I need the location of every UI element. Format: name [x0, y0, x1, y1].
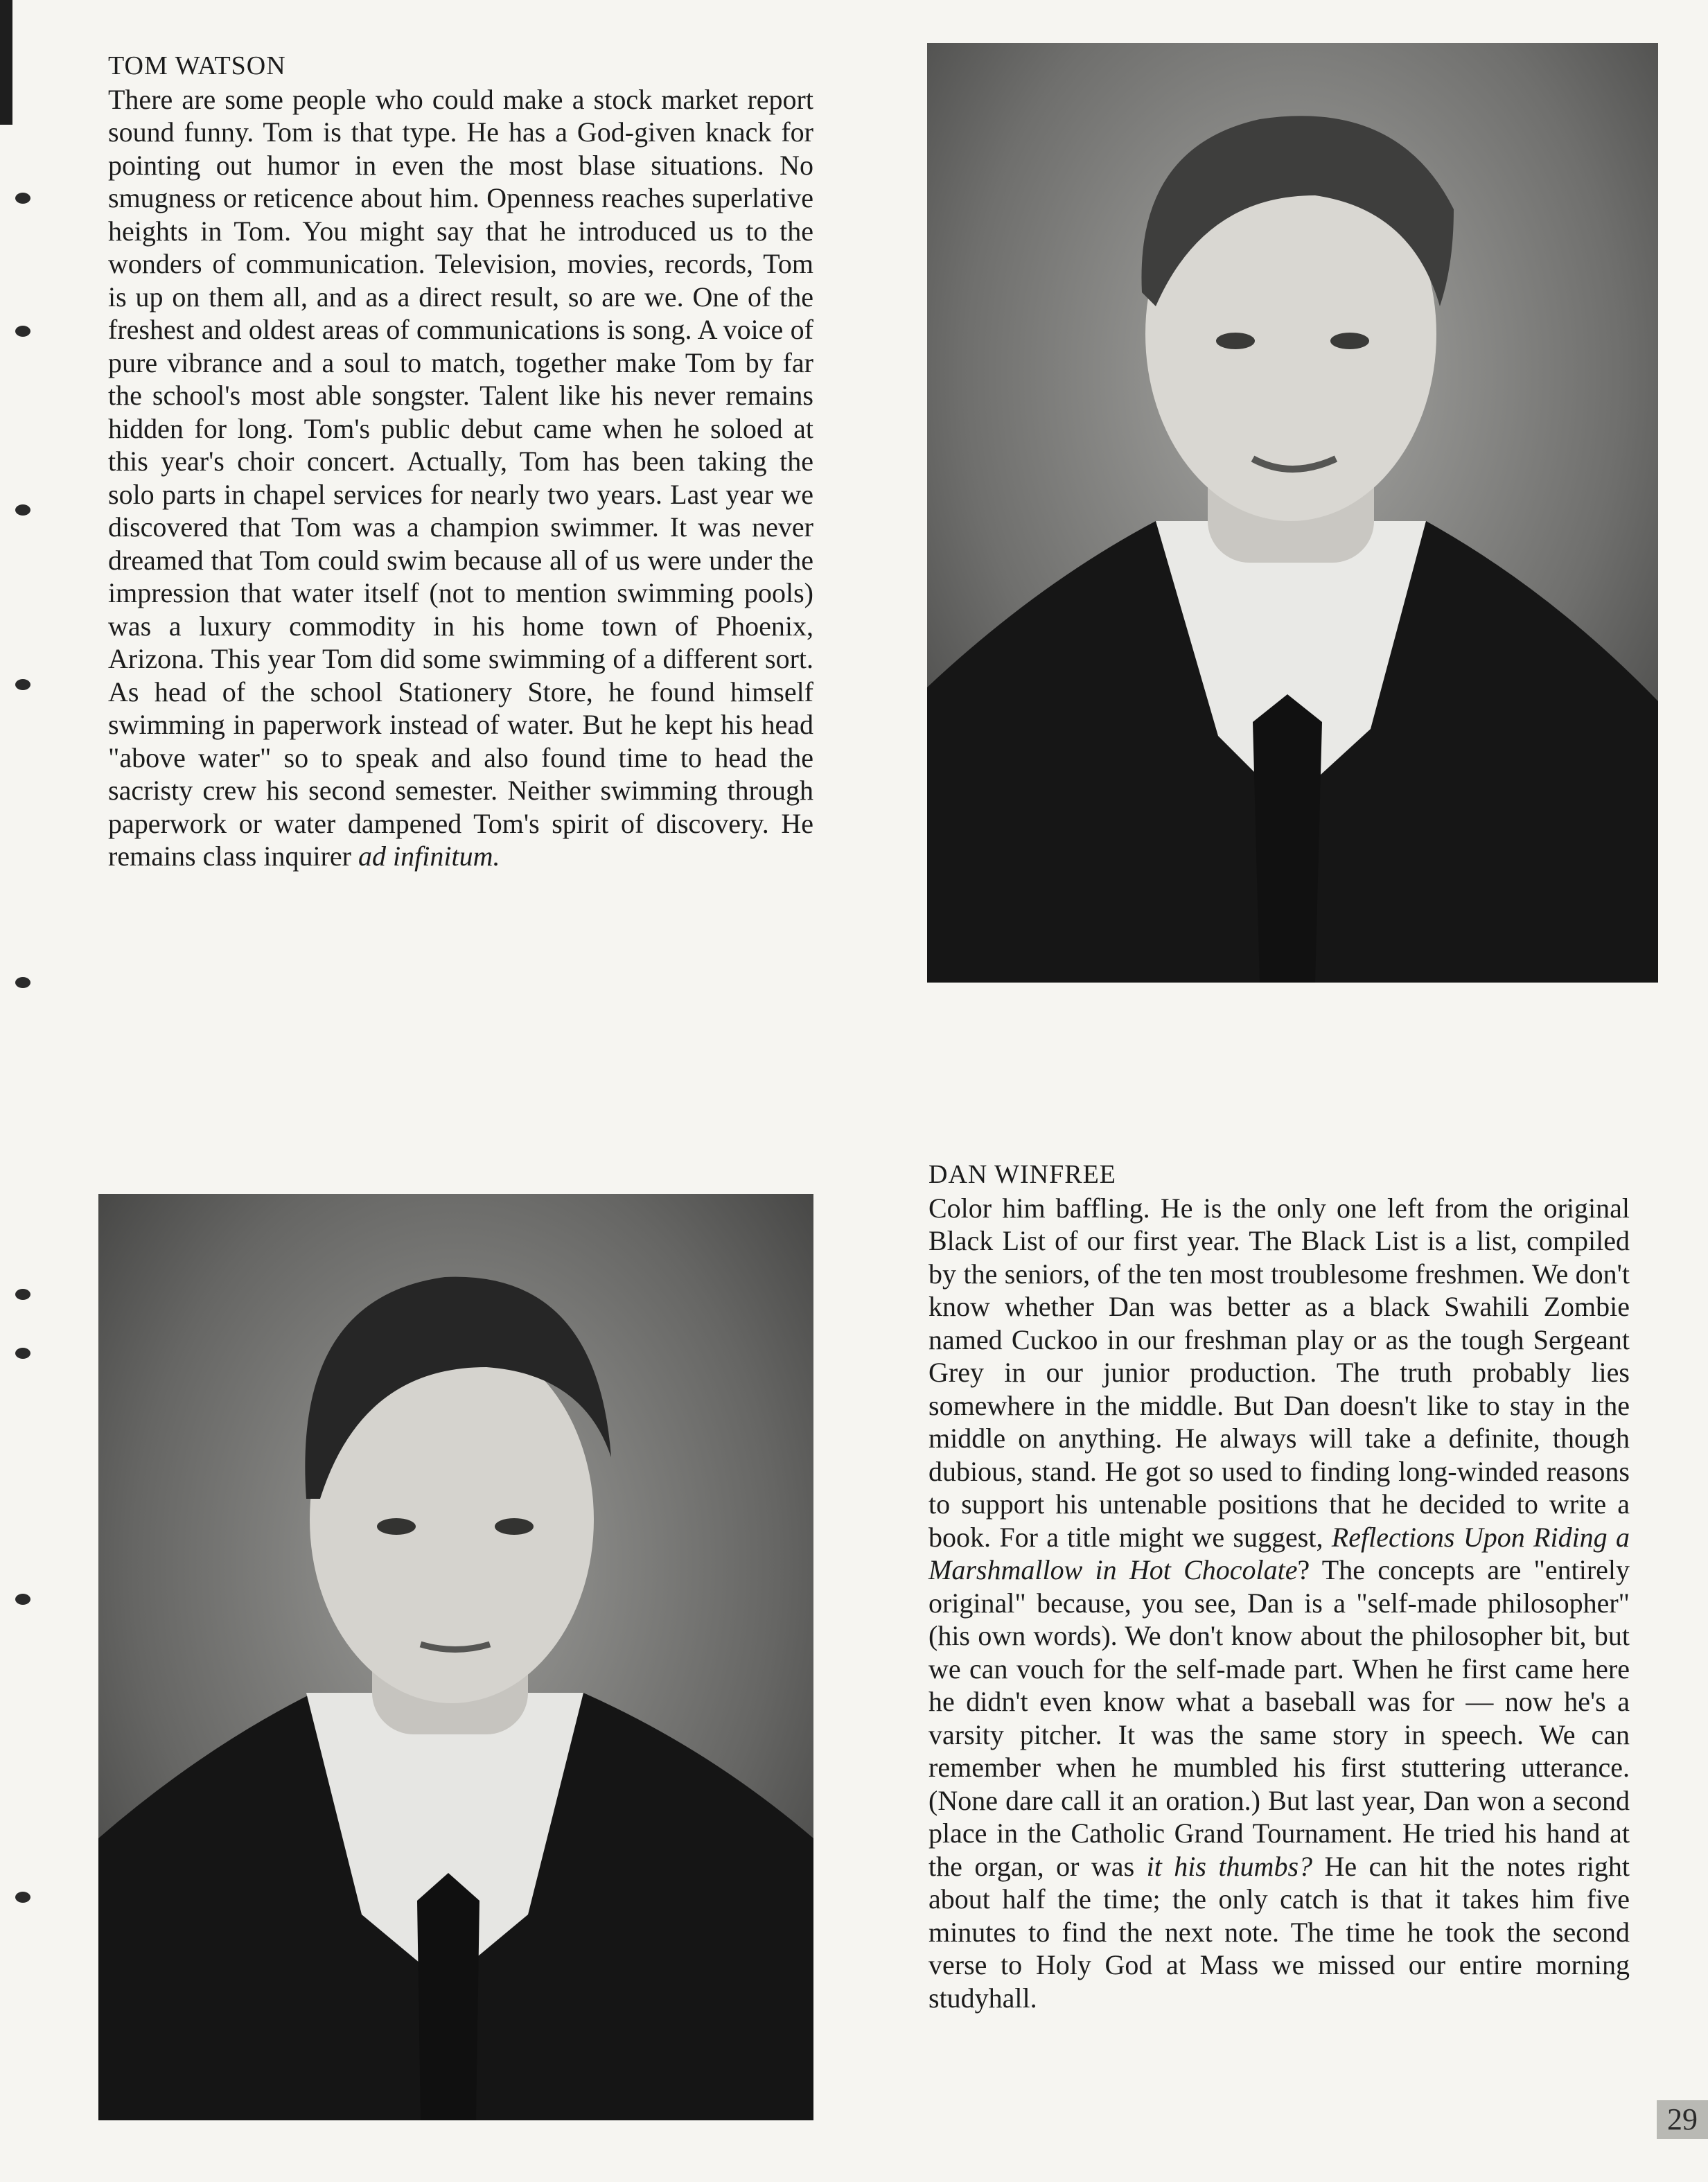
bio-italic-question: it his thumbs?: [1146, 1850, 1313, 1882]
punch-hole: [15, 977, 30, 988]
bio-italic-closing: ad infinitum.: [358, 841, 500, 872]
portrait-photo-dan-winfree: [98, 1194, 813, 2120]
punch-hole: [15, 1348, 30, 1359]
binder-edge: [0, 0, 12, 125]
bio-dan-winfree: [928, 1159, 1630, 2014]
punch-hole: [15, 326, 30, 337]
student-name: TOM WATSON: [108, 51, 286, 80]
student-name: DAN WINFREE: [928, 1160, 1117, 1189]
page-number: 29: [1657, 2100, 1708, 2139]
bio-paragraph: [928, 1192, 1630, 2015]
punch-hole: [15, 1892, 30, 1903]
bio-paragraph: [108, 83, 813, 873]
punch-hole: [15, 1289, 30, 1300]
punch-hole: [15, 504, 30, 516]
bio-text: Color him baffling. He is the only one left from the original Black List of our first year. The Black List is a list, compiled by the seniors, of the ten most troublesome freshmen. We don't know whether Dan was better as a black Swahili Zombie named Cuckoo in our freshman play or as the tough Sergeant Grey in our junior production. The truth probably lies somewhere in the middle. But Dan doesn't like to stay in the middle on anything. He always will take a definite, though dubious, stand. He got so used to finding long-winded reasons to support his untenable positions that he decided to write a book. For a title might we suggest,: [928, 1192, 1630, 1553]
bio-text: There are some people who could make a stock market report sound funny. Tom is that type. He has a God-given knack for pointing out humor in even the most blase situations. No smugness or reticence about him. Openness reaches superlative heights in Tom. You might say that he introduced us to the wonders of communication. Television, movies, records, Tom is up on them all, and as a direct result, so are we. One of the freshest and oldest areas of communications is song. A voice of pure vibrance and a soul to match, together make Tom by far the school's most able songster. Talent like his never remains hidden for long. Tom's public debut came when he soloed at this year's choir concert. Actually, Tom has been taking the solo parts in chapel services for nearly two years. Last year we discovered that Tom was a champion swimmer. It was never dreamed that Tom could swim because all of us were under the impression that water itself (not to mention swimming pools) was a luxury commodity in his home town of Phoenix, Arizona. This year Tom did some swimming of a different sort. As head of the school Stationery Store, he found himself swimming in paperwork instead of water. But he kept his head "above water" so to speak and also found time to head the sacristy crew his second semester. Neither swimming through paperwork or water dampened Tom's spirit of discovery. He remains class inquirer: [108, 83, 813, 872]
bio-text: He can hit the notes right about half the time; the only catch is that it takes him five minutes to find the next note. The time he took the second verse to Holy God at Mass we missed our entire morning studyhall.: [928, 1850, 1630, 2014]
portrait-photo-tom-watson: [927, 43, 1658, 983]
punch-hole: [15, 679, 30, 690]
punch-hole: [15, 193, 30, 204]
bio-italic-title: Reflections Upon Riding a Marshmallow in Hot Chocolate: [928, 1521, 1630, 1585]
punch-hole: [15, 1594, 30, 1605]
bio-tom-watson: [108, 50, 813, 873]
bio-text: ? The concepts are "entirely original" because, you see, Dan is a "self-made philosopher" (his own words). We don't know about the philosopher bit, but we can vouch for the self-made part. When he first came here he didn't even know what a baseball was for — now he's a varsity pitcher. It was the same story in speech. We can remember when he mumbled his first stuttering utterance. (None dare call it an oration.) But last year, Dan won a second place in the Catholic Grand Tournament. He tried his hand at the organ, or was: [928, 1554, 1630, 1882]
